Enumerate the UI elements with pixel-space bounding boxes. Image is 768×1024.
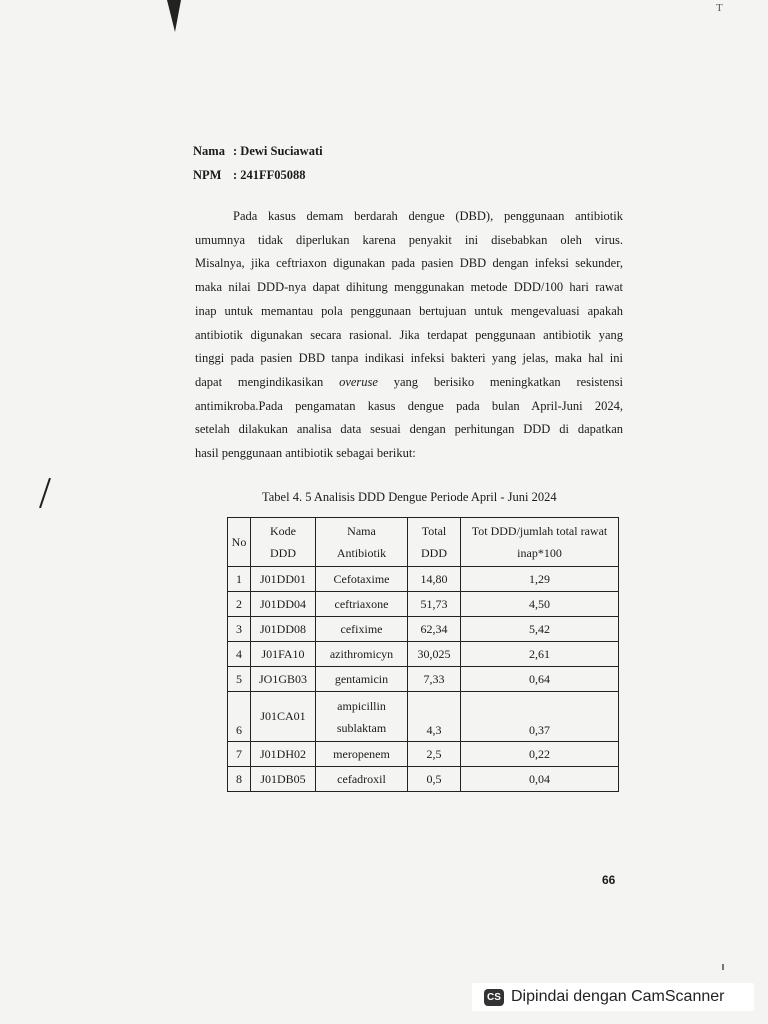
- cell-kode: J01DH02: [251, 742, 316, 767]
- header-text: Total: [421, 524, 447, 538]
- cell-no: 6: [228, 692, 251, 742]
- header-tot-ddd: [461, 518, 619, 567]
- cell-total: 2,5: [408, 742, 461, 767]
- cell-no: 2: [228, 592, 251, 617]
- cell-nama: cefixime: [316, 617, 408, 642]
- cell-total: 30,025: [408, 642, 461, 667]
- table-row: [228, 767, 619, 792]
- header-no: No: [228, 518, 251, 567]
- student-identity: [193, 139, 323, 187]
- cell-nama: Cefotaxime: [316, 567, 408, 592]
- name-value: : Dewi Suciawati: [233, 144, 323, 158]
- cell-tot: 0,22: [461, 742, 619, 767]
- table-row: [228, 592, 619, 617]
- cell-kode: J01DD04: [251, 592, 316, 617]
- cell-total: 14,80: [408, 567, 461, 592]
- cell-total: 4,3: [408, 692, 461, 742]
- scan-artifact-mark: [165, 0, 183, 32]
- cell-tot: 0,37: [461, 692, 619, 742]
- cell-text: ampicillin: [337, 698, 386, 713]
- name-row: [193, 139, 323, 163]
- header-text: Antibiotik: [336, 546, 387, 560]
- table-row: [228, 667, 619, 692]
- cell-text: sublaktam: [336, 720, 387, 735]
- cell-kode: J01DB05: [251, 767, 316, 792]
- cell-kode: J01DD08: [251, 617, 316, 642]
- cell-nama: ceftriaxone: [316, 592, 408, 617]
- header-total: [408, 518, 461, 567]
- cell-tot: 5,42: [461, 617, 619, 642]
- header-text: Kode: [270, 524, 296, 538]
- cell-nama: gentamicin: [316, 667, 408, 692]
- cell-kode: J01CA01: [251, 692, 316, 742]
- cell-tot: 0,04: [461, 767, 619, 792]
- npm-label: NPM: [193, 168, 222, 182]
- header-text: Tot DDD/jumlah total rawat: [471, 524, 608, 538]
- overuse-emphasis: overuse: [339, 374, 378, 389]
- npm-value: : 241FF05088: [233, 168, 306, 182]
- name-label: Nama: [193, 144, 225, 158]
- paragraph-line: tinggi pada pasien DBD tanpa indikasi infeksi bakteri yang jelas, maka hal ini: [195, 351, 623, 366]
- cell-tot: 4,50: [461, 592, 619, 617]
- cell-no: 8: [228, 767, 251, 792]
- cell-kode: J01FA10: [251, 642, 316, 667]
- paragraph-line: Misalnya, jika ceftriaxon digunakan pada pasien DBD dengan infeksi sekunder,: [195, 256, 623, 271]
- header-text: DDD: [270, 546, 296, 560]
- cell-total: 0,5: [408, 767, 461, 792]
- header-kode: [251, 518, 316, 567]
- header-nama: [316, 518, 408, 567]
- table-row: [228, 642, 619, 667]
- header-text: Nama: [347, 524, 376, 538]
- paragraph-line: setelah dilakukan analisa data sesuai dengan perhitungan DDD di dapatkan: [195, 422, 623, 437]
- cell-no: 5: [228, 667, 251, 692]
- scan-artifact-dot: [722, 964, 724, 970]
- table-row: [228, 617, 619, 642]
- cell-nama: [316, 692, 408, 742]
- watermark-text: Dipindai dengan CamScanner: [511, 988, 725, 1005]
- npm-row: [193, 163, 323, 187]
- cell-tot: 2,61: [461, 642, 619, 667]
- paragraph-text: dapat mengindikasikan: [195, 374, 340, 389]
- paragraph-line: [195, 371, 623, 395]
- header-text: DDD: [421, 546, 447, 560]
- paragraph-line: maka nilai DDD-nya dapat dihitung menggunakan metode DDD/100 hari rawat: [195, 280, 623, 295]
- table-row: [228, 742, 619, 767]
- ddd-analysis-table: [227, 517, 619, 792]
- page-number: 66: [602, 873, 616, 887]
- table-row: [228, 692, 619, 742]
- cell-kode: JO1GB03: [251, 667, 316, 692]
- paragraph-line: umumnya tidak diperlukan karena penyakit ini disebabkan oleh virus.: [195, 232, 623, 247]
- corner-mark: T: [716, 2, 723, 14]
- table-header-row: [228, 518, 619, 567]
- cell-nama: cefadroxil: [316, 767, 408, 792]
- cell-kode: J01DD01: [251, 567, 316, 592]
- cell-total: 7,33: [408, 667, 461, 692]
- cell-no: 3: [228, 617, 251, 642]
- cell-no: 7: [228, 742, 251, 767]
- paragraph-text: yang berisiko meningkatkan resistensi: [377, 374, 623, 389]
- paragraph-line: Pada kasus demam berdarah dengue (DBD), penggunaan antibiotik: [233, 209, 623, 223]
- cell-tot: 0,64: [461, 667, 619, 692]
- body-paragraph: [195, 205, 623, 466]
- cell-total: 62,34: [408, 617, 461, 642]
- margin-pen-mark: [38, 478, 52, 508]
- paragraph-line: antimikroba.Pada pengamatan kasus dengue pada bulan April-Juni 2024,: [195, 398, 623, 413]
- cell-nama: meropenem: [316, 742, 408, 767]
- paragraph-line: inap untuk memantau pola penggunaan bertujuan untuk mengevaluasi apakah: [195, 303, 623, 318]
- paragraph-line: hasil penggunaan antibiotik sebagai berikut:: [195, 446, 416, 461]
- camscanner-logo-icon: CS: [484, 989, 504, 1006]
- cell-total: 51,73: [408, 592, 461, 617]
- cell-nama: azithromicyn: [316, 642, 408, 667]
- header-text: inap*100: [517, 546, 562, 560]
- cell-tot: 1,29: [461, 567, 619, 592]
- paragraph-line: antibiotik digunakan secara rasional. Jika terdapat penggunaan antibiotik yang: [195, 327, 623, 342]
- table-row: [228, 567, 619, 592]
- table-caption: Tabel 4. 5 Analisis DDD Dengue Periode April - Juni 2024: [262, 490, 557, 504]
- cell-no: 1: [228, 567, 251, 592]
- cell-no: 4: [228, 642, 251, 667]
- camscanner-watermark: [472, 983, 754, 1011]
